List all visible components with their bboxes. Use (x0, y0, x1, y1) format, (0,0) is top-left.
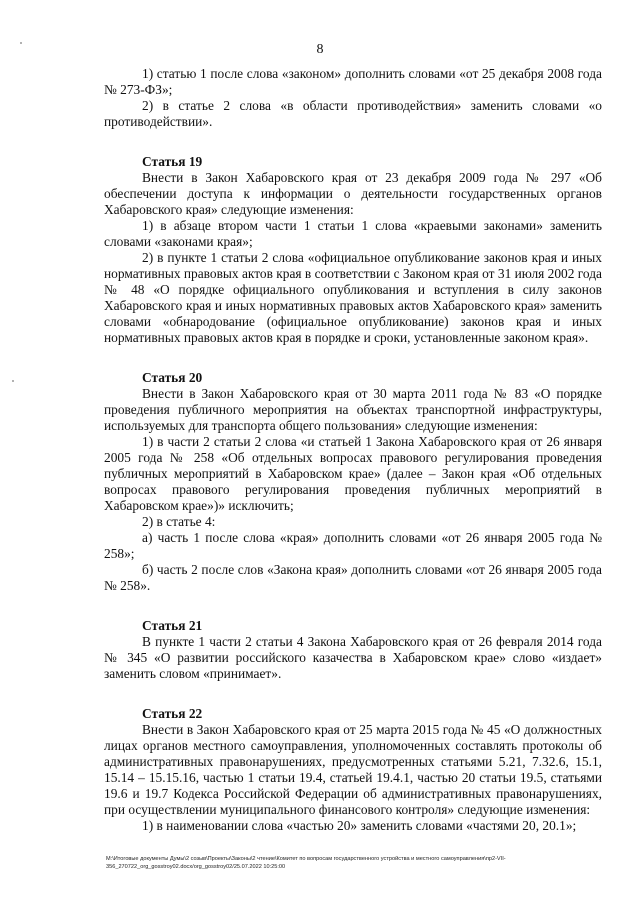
article-heading: Статья 20 (142, 370, 203, 385)
section-gap (104, 594, 602, 618)
page-number: 8 (316, 42, 324, 57)
section-gap (104, 682, 602, 706)
section-gap (104, 130, 602, 154)
footer-line: 356_270722_org_gosstroy02.docx/org_gosstroy02/25.07.2022 10:25:00 (106, 864, 286, 870)
paragraph: 1) в абзаце втором части 1 статьи 1 слова «краевыми законами» заменить словами «законами края»; (104, 218, 602, 249)
paragraph: 1) статью 1 после слова «законом» дополнить словами «от 25 декабря 2008 года № 273-ФЗ»; (104, 66, 602, 97)
paragraph: а) часть 1 после слова «края» дополнить словами «от 26 января 2005 года № 258»; (104, 530, 602, 561)
file-path-footer (106, 855, 606, 871)
paragraph: В пункте 1 части 2 статьи 4 Закона Хабаровского края от 26 февраля 2014 года № 345 «О развитии российского казачества в Хабаровском крае» слово «издает» заменить словом «принимает». (104, 634, 602, 681)
footer-line: М:\Итоговые документы Думы\2 созыв\Проекты\Законы\2 чтение\Комитет по вопросам государственного устройства и местного самоуправления\пр2-VII- (106, 856, 506, 862)
article-heading: Статья 22 (142, 706, 203, 721)
section-gap (104, 346, 602, 370)
paragraph: Внести в Закон Хабаровского края от 23 декабря 2009 года № 297 «Об обеспечении доступа к информации о деятельности государственных органов Хабаровского края» следующие изменения: (104, 170, 602, 217)
paragraph: 1) в наименовании слова «частью 20» заменить словами «частями 20, 20.1»; (142, 818, 577, 833)
paragraph: 1) в части 2 статьи 2 слова «и статьей 1 Закона Хабаровского края от 26 января 2005 года № 258 «Об отдельных вопросах правового регулирования проведения публичных мероприятий в Хабаровском крае» (далее – Закон края «Об отдельных вопросах правового регулирования проведения публичных мероприятий в Хабаровском крае»)» исключить; (104, 434, 602, 513)
paragraph: 2) в пункте 1 статьи 2 слова «официальное опубликование законов края и иных нормативных правовых актов края в соответствии с Законом края от 31 июля 2002 года № 48 «О порядке официального опубликования и вступления в силу законов Хабаровского края и иных нормативных правовых актов Хабаровского края» заменить словами «обнародование (официальное опубликование) законов края и иных нормативных правовых актов края в порядке и сроки, установленные законом края». (104, 250, 602, 345)
scan-mark (12, 380, 14, 382)
paragraph: Внести в Закон Хабаровского края от 30 марта 2011 года № 83 «О порядке проведения публичного мероприятия на объектах транспортной инфраструктуры, используемых для транспорта общего пользования» следующие изменения: (104, 386, 602, 433)
paragraph: 2) в статье 2 слова «в области противодействия» заменить словами «о противодействии». (104, 98, 602, 129)
document-body (104, 66, 602, 834)
paragraph: Внести в Закон Хабаровского края от 25 марта 2015 года № 45 «О должностных лицах органов местного самоуправления, уполномоченных составлять протоколы об административных правонарушениях, предусмотренных статьями 5.21, 7.32.6, 15.1, 15.14 – 15.15.16, частью 1 статьи 19.4, статьей 19.4.1, частью 20 статьи 19.5, статьями 19.6 и 19.7 Кодекса Российской Федерации об административных правонарушениях, при осуществлении муниципального финансового контроля» следующие изменения: (104, 722, 602, 817)
article-heading: Статья 21 (142, 618, 203, 633)
paragraph: б) часть 2 после слов «Закона края» дополнить словами «от 26 января 2005 года № 258». (104, 562, 602, 593)
paragraph: 2) в статье 4: (142, 514, 216, 529)
article-heading: Статья 19 (142, 154, 203, 169)
